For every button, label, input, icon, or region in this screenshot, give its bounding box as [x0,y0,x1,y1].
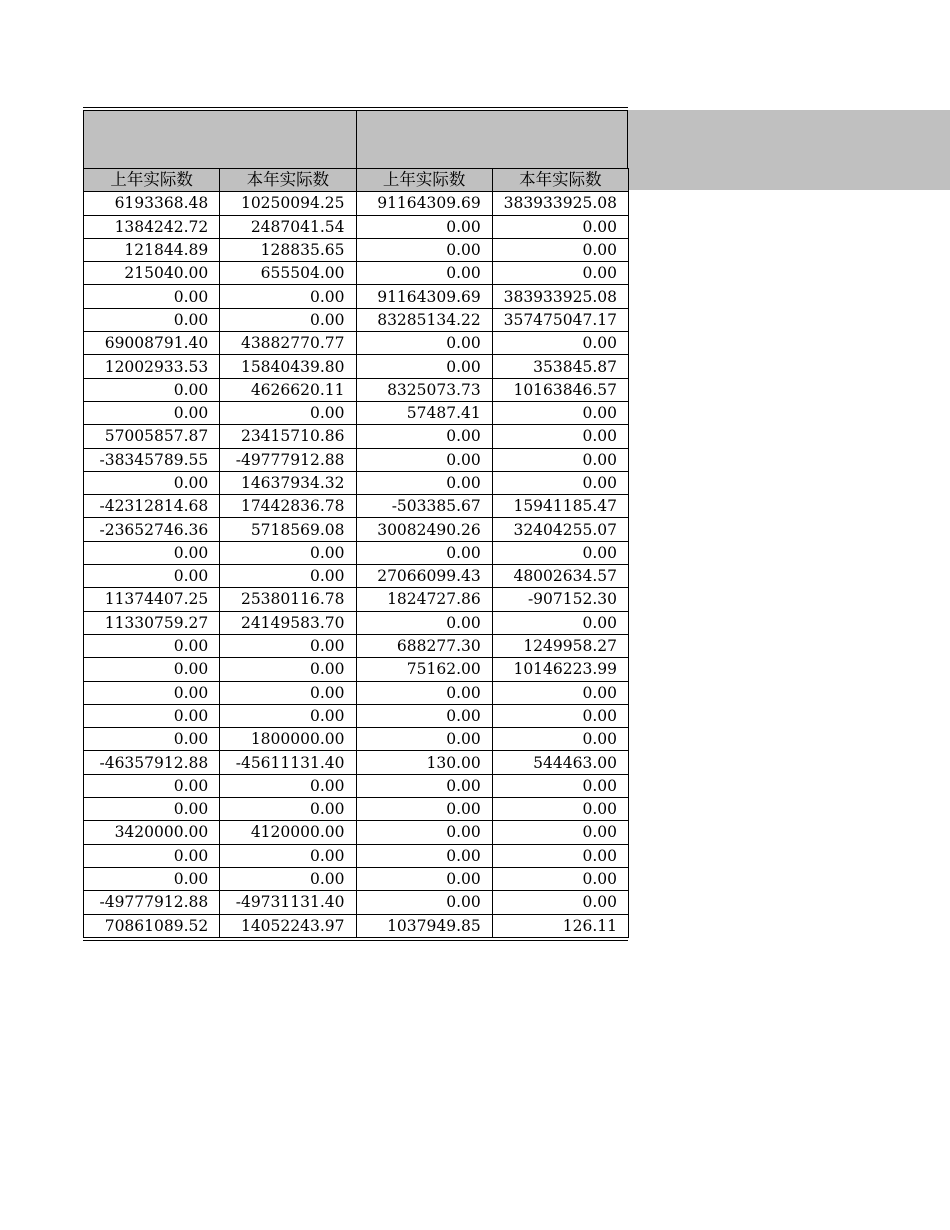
table-cell: 0.00 [492,891,628,914]
table-cell: 57005857.87 [84,425,220,448]
table-cell: 0.00 [84,704,220,727]
table-cell: 0.00 [492,681,628,704]
column-header: 本年实际数 [492,169,628,192]
table-cell: 383933925.08 [492,285,628,308]
table-cell: 0.00 [220,844,356,867]
table-cell: 6193368.48 [84,192,220,215]
table-row [84,425,629,448]
table-cell: 91164309.69 [356,192,492,215]
table-cell: 0.00 [492,541,628,564]
table-cell: -49777912.88 [84,891,220,914]
table-cell: 69008791.40 [84,332,220,355]
column-header: 本年实际数 [220,169,356,192]
table-cell: 14637934.32 [220,471,356,494]
table-cell: 0.00 [492,332,628,355]
table-cell: 0.00 [220,634,356,657]
table-cell: 0.00 [220,774,356,797]
table-cell: 0.00 [356,215,492,238]
table-cell: 0.00 [492,844,628,867]
table-cell: 2487041.54 [220,215,356,238]
table-cell: 0.00 [220,681,356,704]
table-cell: 357475047.17 [492,308,628,331]
table-cell: 32404255.07 [492,518,628,541]
table-cell: -38345789.55 [84,448,220,471]
table-cell: 0.00 [492,704,628,727]
table-cell: 0.00 [84,471,220,494]
table-cell: 3420000.00 [84,821,220,844]
table-cell: 0.00 [492,798,628,821]
column-header-row [84,169,629,192]
table-row [84,215,629,238]
table-cell: -49777912.88 [220,448,356,471]
table-cell: 121844.89 [84,238,220,261]
table-cell: 126.11 [492,914,628,937]
header-fill-extension [628,110,950,190]
table-row [84,867,629,890]
table-cell: 0.00 [84,401,220,424]
table-row [84,611,629,634]
table-cell: 0.00 [356,448,492,471]
table-cell: 128835.65 [220,238,356,261]
table-body [84,192,629,938]
table-row [84,238,629,261]
table-cell: 0.00 [356,541,492,564]
table-cell: 4626620.11 [220,378,356,401]
table-cell: 0.00 [492,238,628,261]
table-cell: -46357912.88 [84,751,220,774]
table-row [84,891,629,914]
table-cell: 10250094.25 [220,192,356,215]
table-cell: 75162.00 [356,658,492,681]
table-row [84,332,629,355]
table-cell: 0.00 [492,425,628,448]
table-cell: -503385.67 [356,495,492,518]
table-cell: 0.00 [220,541,356,564]
table-cell: 655504.00 [220,262,356,285]
table-cell: 0.00 [356,681,492,704]
table-cell: 0.00 [84,658,220,681]
table-cell: 1824727.86 [356,588,492,611]
table-cell: 0.00 [84,541,220,564]
table-row [84,704,629,727]
table-cell: -42312814.68 [84,495,220,518]
table-cell: 17442836.78 [220,495,356,518]
table-cell: 0.00 [356,332,492,355]
table-row [84,821,629,844]
table-cell: 215040.00 [84,262,220,285]
table-cell: 43882770.77 [220,332,356,355]
table-row [84,751,629,774]
table-cell: 1037949.85 [356,914,492,937]
table-cell: 8325073.73 [356,378,492,401]
table-row [84,681,629,704]
table-cell: 0.00 [492,471,628,494]
table-cell: 0.00 [492,215,628,238]
column-header: 上年实际数 [84,169,220,192]
table-cell: 30082490.26 [356,518,492,541]
table-cell: 0.00 [356,844,492,867]
table-cell: 0.00 [84,774,220,797]
table-cell: 0.00 [356,704,492,727]
table-row [84,378,629,401]
table-row [84,192,629,215]
table-cell: 0.00 [220,798,356,821]
table-cell: 57487.41 [356,401,492,424]
table-cell: 1800000.00 [220,728,356,751]
table-cell: 10163846.57 [492,378,628,401]
table-cell: -49731131.40 [220,891,356,914]
table-row [84,658,629,681]
table-row [84,518,629,541]
table-cell: 0.00 [356,798,492,821]
table-cell: 14052243.97 [220,914,356,937]
table-cell: 0.00 [84,798,220,821]
table-cell: -45611131.40 [220,751,356,774]
table-cell: 0.00 [84,681,220,704]
table-row [84,495,629,518]
table-cell: 0.00 [356,471,492,494]
table-cell: 15941185.47 [492,495,628,518]
table-cell: 0.00 [84,308,220,331]
table-row [84,565,629,588]
table-cell: 0.00 [220,658,356,681]
table-cell: 0.00 [220,308,356,331]
table-cell: 5718569.08 [220,518,356,541]
table-cell: 0.00 [220,285,356,308]
table-cell: 0.00 [356,891,492,914]
table-row [84,798,629,821]
table-cell: 0.00 [356,355,492,378]
table-row [84,285,629,308]
table-row [84,634,629,657]
table-cell: 0.00 [492,728,628,751]
table-cell: 0.00 [84,867,220,890]
column-header: 上年实际数 [356,169,492,192]
table-cell: 0.00 [356,425,492,448]
table-cell: 0.00 [492,448,628,471]
table-cell: 15840439.80 [220,355,356,378]
table-row [84,774,629,797]
table-cell: 10146223.99 [492,658,628,681]
header-group-block [83,111,628,168]
table-cell: 0.00 [356,728,492,751]
table-cell: 11330759.27 [84,611,220,634]
table-cell: 0.00 [356,821,492,844]
table-cell: 0.00 [356,262,492,285]
table-cell: 1249958.27 [492,634,628,657]
table-cell: 0.00 [84,285,220,308]
table-row [84,355,629,378]
table-row [84,844,629,867]
top-border-rule [83,107,628,108]
table-cell: -907152.30 [492,588,628,611]
table-cell: 0.00 [220,565,356,588]
table-cell: 0.00 [356,774,492,797]
table-row [84,401,629,424]
table-cell: 544463.00 [492,751,628,774]
table-row [84,914,629,937]
table-cell: 353845.87 [492,355,628,378]
table-cell: 0.00 [84,565,220,588]
table-cell: 4120000.00 [220,821,356,844]
table-cell: 0.00 [492,262,628,285]
table-cell: 11374407.25 [84,588,220,611]
table-cell: 24149583.70 [220,611,356,634]
table-cell: 12002933.53 [84,355,220,378]
table-row [84,588,629,611]
financial-table-sheet [83,107,628,941]
data-table [83,168,629,938]
table-row [84,541,629,564]
table-cell: 0.00 [220,867,356,890]
table-cell: -23652746.36 [84,518,220,541]
table-cell: 27066099.43 [356,565,492,588]
table-cell: 0.00 [492,821,628,844]
table-cell: 0.00 [356,611,492,634]
header-group-divider [356,111,357,168]
table-cell: 25380116.78 [220,588,356,611]
table-row [84,471,629,494]
table-cell: 0.00 [492,611,628,634]
table-cell: 0.00 [84,634,220,657]
table-cell: 23415710.86 [220,425,356,448]
bottom-border-rule [83,940,628,941]
table-cell: 688277.30 [356,634,492,657]
table-cell: 130.00 [356,751,492,774]
table-row [84,448,629,471]
table-cell: 0.00 [356,867,492,890]
table-cell: 83285134.22 [356,308,492,331]
table-cell: 383933925.08 [492,192,628,215]
table-cell: 0.00 [492,774,628,797]
table-cell: 1384242.72 [84,215,220,238]
table-cell: 48002634.57 [492,565,628,588]
table-row [84,262,629,285]
table-cell: 0.00 [84,728,220,751]
table-row [84,308,629,331]
table-cell: 70861089.52 [84,914,220,937]
table-cell: 0.00 [220,704,356,727]
table-cell: 0.00 [356,238,492,261]
table-cell: 0.00 [84,378,220,401]
table-row [84,728,629,751]
table-cell: 0.00 [492,867,628,890]
table-cell: 91164309.69 [356,285,492,308]
table-cell: 0.00 [220,401,356,424]
table-cell: 0.00 [84,844,220,867]
table-cell: 0.00 [492,401,628,424]
